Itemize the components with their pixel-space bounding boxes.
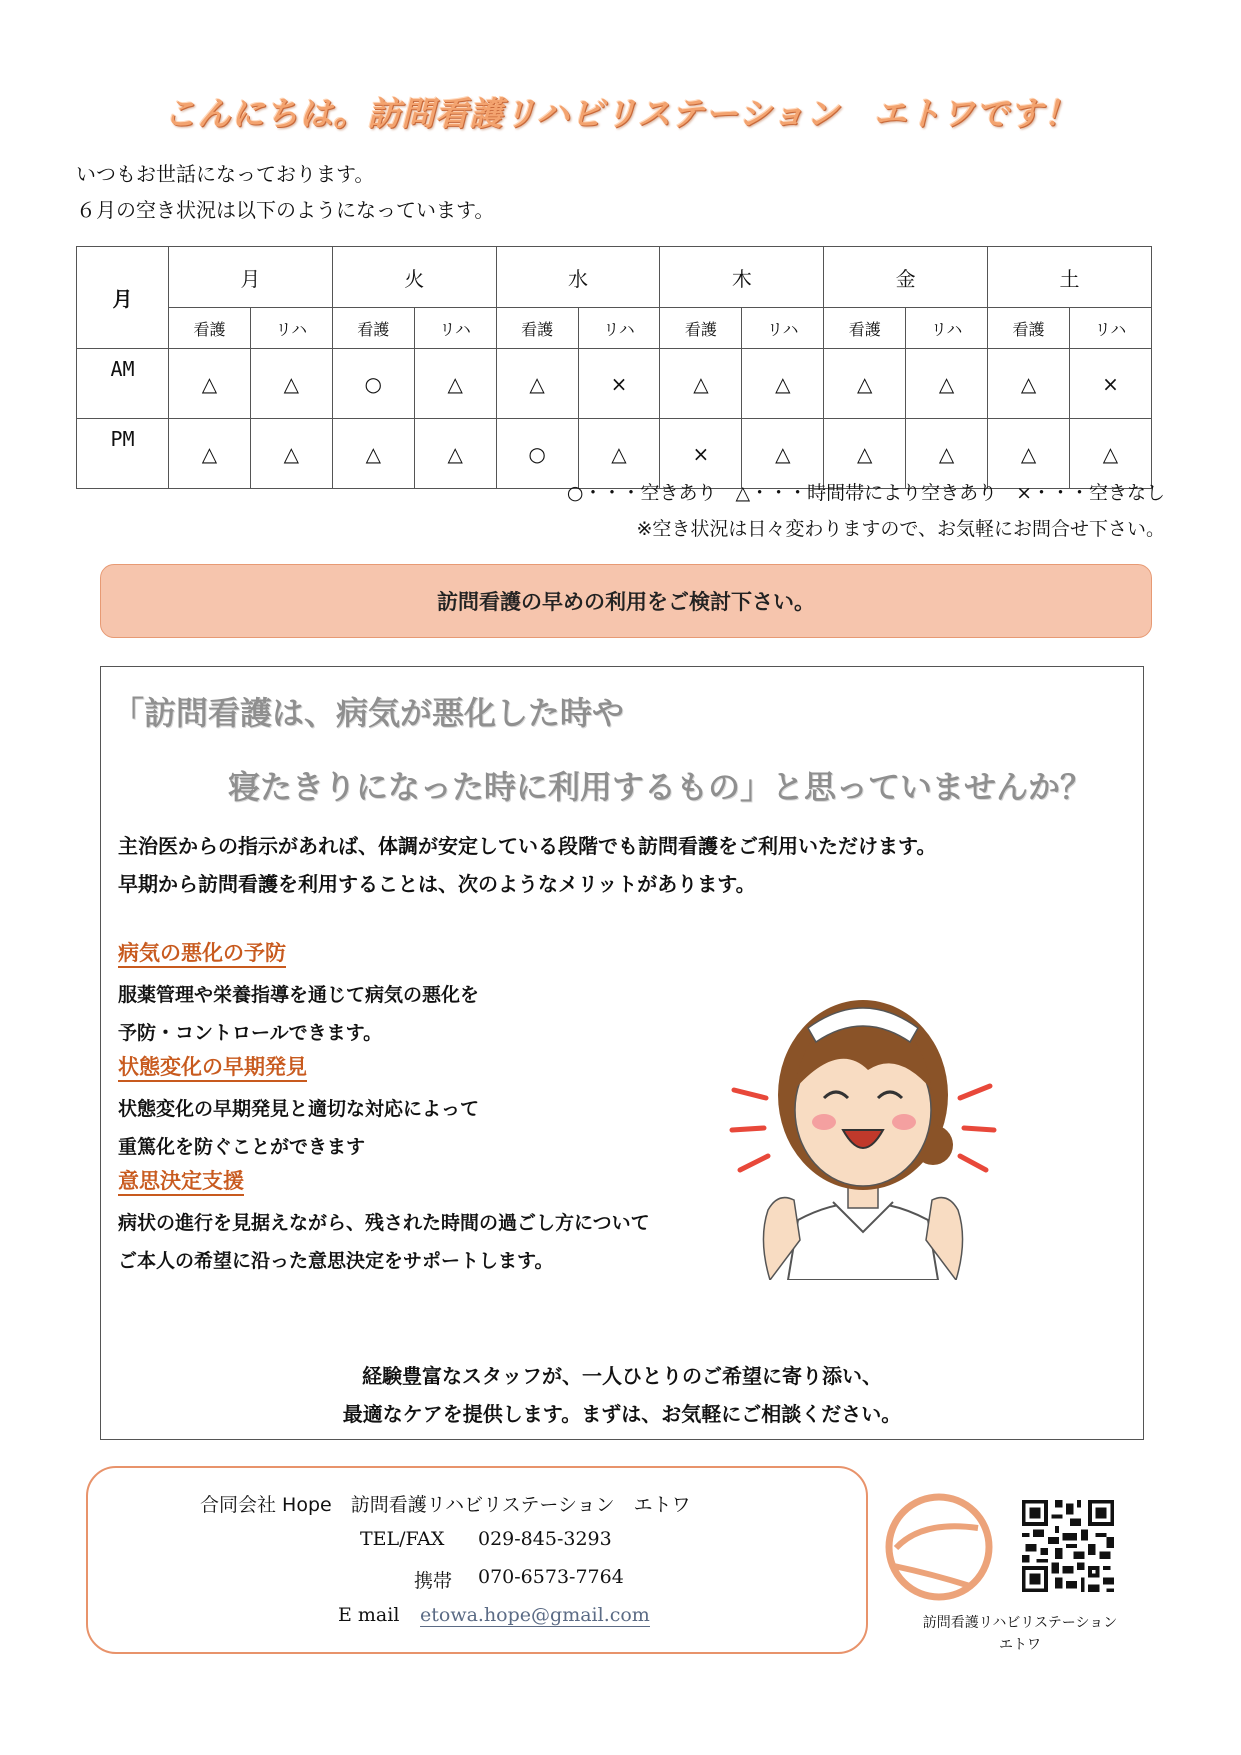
availability-cell: × bbox=[578, 349, 660, 419]
availability-cell: △ bbox=[250, 349, 332, 419]
mobile-number[interactable]: 070-6573-7764 bbox=[478, 1566, 624, 1588]
brand-logo-icon bbox=[882, 1490, 996, 1604]
availability-cell: △ bbox=[824, 349, 906, 419]
availability-cell: △ bbox=[906, 419, 988, 489]
availability-cell: △ bbox=[332, 419, 414, 489]
intro-line: いつもお世話になっております。 bbox=[76, 162, 375, 186]
availability-cell: × bbox=[1069, 349, 1151, 419]
mobile-label: 携帯 bbox=[414, 1570, 453, 1592]
day-header-wed: 水 bbox=[496, 247, 660, 308]
availability-cell: △ bbox=[1069, 419, 1151, 489]
tel-number[interactable]: 029-845-3293 bbox=[478, 1528, 612, 1550]
sub-header-nursing: 看護 bbox=[824, 308, 906, 349]
sub-header-nursing: 看護 bbox=[169, 308, 251, 349]
closing-line: 経験豊富なスタッフが、一人ひとりのご希望に寄り添い、 bbox=[362, 1364, 882, 1388]
company-name: 合同会社 Hope 訪問看護リハビリステーション エトワ bbox=[200, 1494, 691, 1516]
day-header-sat: 土 bbox=[988, 247, 1152, 308]
availability-cell: × bbox=[660, 419, 742, 489]
tel-label: TEL/FAX bbox=[360, 1528, 445, 1550]
sub-header-rehab: リハ bbox=[742, 308, 824, 349]
topic-heading-decision-support: 意思決定支援 bbox=[118, 1168, 244, 1196]
page-headline: こんにちは。訪問看護リハビリステーション エトワです！ bbox=[163, 94, 1078, 133]
availability-cell: △ bbox=[824, 419, 906, 489]
availability-legend: ○・・・空きあり △・・・時間帯により空きあり ×・・・空きなし bbox=[566, 482, 1165, 504]
qr-code-icon[interactable] bbox=[1022, 1500, 1114, 1592]
availability-cell: △ bbox=[988, 349, 1070, 419]
lead-line: 主治医からの指示があれば、体調が安定している段階でも訪問看護をご利用いただけます。 bbox=[118, 834, 937, 858]
topic-heading-early-detection: 状態変化の早期発見 bbox=[118, 1054, 307, 1082]
day-header-mon: 月 bbox=[169, 247, 333, 308]
availability-note: ※空き状況は日々変わりますので、お気軽にお問合せ下さい。 bbox=[636, 518, 1165, 540]
lead-line: 早期から訪問看護を利用することは、次のようなメリットがあります。 bbox=[118, 872, 756, 896]
sub-header-nursing: 看護 bbox=[496, 308, 578, 349]
nurse-illustration bbox=[728, 970, 998, 1280]
availability-cell: △ bbox=[414, 419, 496, 489]
availability-cell: △ bbox=[988, 419, 1070, 489]
sub-header-rehab: リハ bbox=[1069, 308, 1151, 349]
availability-cell: △ bbox=[250, 419, 332, 489]
table-row-am bbox=[77, 349, 1152, 419]
day-header-fri: 金 bbox=[824, 247, 988, 308]
sub-header-nursing: 看護 bbox=[988, 308, 1070, 349]
topic-text: 服薬管理や栄養指導を通じて病気の悪化を bbox=[118, 984, 480, 1006]
topic-text: 状態変化の早期発見と適切な対応によって bbox=[118, 1098, 480, 1120]
day-header-tue: 火 bbox=[332, 247, 496, 308]
quote-line: 「訪問看護は、病気が悪化した時や bbox=[112, 694, 625, 732]
availability-cell: △ bbox=[742, 419, 824, 489]
availability-cell: △ bbox=[169, 419, 251, 489]
sub-header-rehab: リハ bbox=[578, 308, 660, 349]
availability-cell: △ bbox=[742, 349, 824, 419]
availability-cell: △ bbox=[906, 349, 988, 419]
topic-text: 重篤化を防ぐことができます bbox=[118, 1136, 366, 1158]
availability-cell: △ bbox=[660, 349, 742, 419]
sub-header-rehab: リハ bbox=[906, 308, 988, 349]
brand-name: 訪問看護リハビリステーション bbox=[922, 1615, 1118, 1631]
email-label: E mail bbox=[338, 1604, 400, 1626]
availability-cell: △ bbox=[414, 349, 496, 419]
sub-header-nursing: 看護 bbox=[332, 308, 414, 349]
slot-label-am: AM bbox=[77, 349, 169, 419]
quote-line: 寝たきりになった時に利用するもの」と思っていませんか？ bbox=[228, 768, 1093, 806]
availability-cell: ○ bbox=[332, 349, 414, 419]
table-corner-label: 月 bbox=[77, 247, 169, 349]
topic-heading-prevention: 病気の悪化の予防 bbox=[118, 940, 286, 968]
availability-table bbox=[76, 246, 1152, 489]
day-header-thu: 木 bbox=[660, 247, 824, 308]
topic-text: 病状の進行を見据えながら、残された時間の過ごし方について bbox=[118, 1212, 650, 1234]
closing-line: 最適なケアを提供します。まずは、お気軽にご相談ください。 bbox=[342, 1402, 902, 1426]
availability-cell: ○ bbox=[496, 419, 578, 489]
brand-name-short: エトワ bbox=[999, 1637, 1041, 1653]
sub-header-rehab: リハ bbox=[414, 308, 496, 349]
sub-header-nursing: 看護 bbox=[660, 308, 742, 349]
slot-label-pm: PM bbox=[77, 419, 169, 489]
availability-cell: △ bbox=[169, 349, 251, 419]
availability-cell: △ bbox=[578, 419, 660, 489]
topic-text: 予防・コントロールできます。 bbox=[118, 1022, 383, 1044]
intro-line: ６月の空き状況は以下のようになっています。 bbox=[76, 198, 495, 222]
sub-header-rehab: リハ bbox=[250, 308, 332, 349]
recommendation-banner: 訪問看護の早めの利用をご検討下さい。 bbox=[100, 564, 1152, 638]
topic-text: ご本人の希望に沿った意思決定をサポートします。 bbox=[118, 1250, 554, 1272]
availability-cell: △ bbox=[496, 349, 578, 419]
email-link[interactable]: etowa.hope@gmail.com bbox=[420, 1604, 650, 1626]
